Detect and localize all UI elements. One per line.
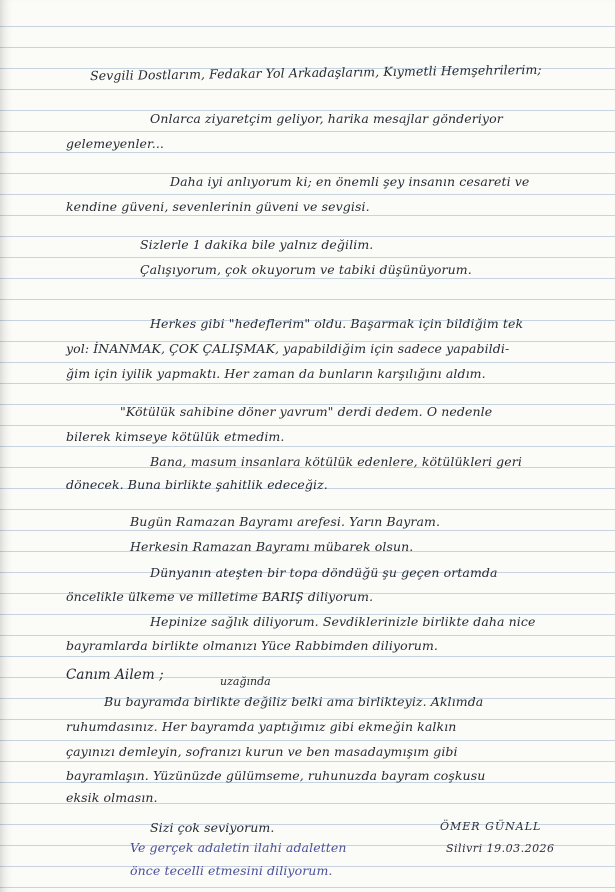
letter-greeting: Sevgili Dostlarım, Fedakar Yol Arkadaşlarım, Kıymetli Hemşehrilerim;: [89, 61, 542, 84]
paragraph-2-line-2: kendine güveni, sevenlerinin güveni ve sevgisi.: [66, 199, 370, 214]
paragraph-2-line-1: Daha iyi anlıyorum ki; en önemli şey insanın cesareti ve: [170, 174, 530, 189]
family-greeting: Canım Ailem ;: [66, 667, 164, 683]
paragraph-3-line-2: Çalışıyorum, çok okuyorum ve tabiki düşünüyorum.: [140, 262, 472, 277]
signature-place-date: Silivri 19.03.2026: [446, 842, 555, 855]
closing-line: Sizi çok seviyorum.: [150, 820, 275, 835]
paragraph-6-line-2: Herkesin Ramazan Bayramı mübarek olsun.: [130, 539, 414, 554]
paragraph-1-line-1: Onlarca ziyaretçim geliyor, harika mesajlar gönderiyor: [150, 111, 503, 126]
paragraph-4-line-2: yol: İNANMAK, ÇOK ÇALIŞMAK, yapabildiğim için sadece yapabildi-: [66, 341, 510, 356]
paragraph-6-line-4: öncelikle ülkeme ve milletime BARIŞ diliyorum.: [66, 589, 374, 604]
paragraph-5-line-1: "Kötülük sahibine döner yavrum" derdi dedem. O nedenle: [120, 404, 493, 419]
paragraph-7-line-5: eksik olmasın.: [66, 790, 158, 805]
paragraph-3-line-1: Sizlerle 1 dakika bile yalnız değilim.: [140, 237, 374, 252]
paragraph-6-line-3: Dünyanın ateşten bir topa döndüğü şu geçen ortamda: [150, 565, 498, 580]
inserted-word: uzağında: [220, 675, 271, 688]
prayer-line-1: Ve gerçek adaletin ilahi adaletten: [130, 840, 347, 855]
signature-name: ÖMER GÜNALL: [440, 820, 542, 833]
prayer-line-2: önce tecelli etmesini diliyorum.: [130, 863, 333, 878]
paragraph-7-line-1: Bu bayramda birlikte değiliz belki ama birlikteyiz. Aklımda: [104, 694, 484, 709]
paragraph-4-line-3: ğim için iyilik yapmaktı. Her zaman da bunların karşılığını aldım.: [66, 366, 486, 381]
paragraph-1-line-2: gelemeyenler...: [66, 136, 164, 151]
paragraph-5-line-2: bilerek kimseye kötülük etmedim.: [66, 429, 285, 444]
paragraph-6-line-1: Bugün Ramazan Bayramı arefesi. Yarın Bayram.: [130, 514, 441, 529]
paragraph-6-line-6: bayramlarda birlikte olmanızı Yüce Rabbimden diliyorum.: [66, 638, 438, 653]
paragraph-7-line-3: çayınızı demleyin, sofranızı kurun ve ben masadaymışım gibi: [66, 744, 458, 759]
paragraph-4-line-1: Herkes gibi "hedeflerim" oldu. Başarmak için bildiğim tek: [150, 316, 524, 331]
paragraph-7-line-4: bayramlaşın. Yüzünüzde gülümseme, ruhunuzda bayram coşkusu: [66, 768, 486, 783]
paragraph-5-line-4: dönecek. Buna birlikte şahitlik edeceğiz.: [66, 477, 328, 492]
paragraph-7-line-2: ruhumdasınız. Her bayramda yaptığımız gibi ekmeğin kalkın: [66, 719, 457, 734]
paragraph-5-line-3: Bana, masum insanlara kötülük edenlere, kötülükleri geri: [150, 454, 522, 469]
paragraph-6-line-5: Hepinize sağlık diliyorum. Sevdiklerinizle birlikte daha nice: [150, 614, 536, 629]
